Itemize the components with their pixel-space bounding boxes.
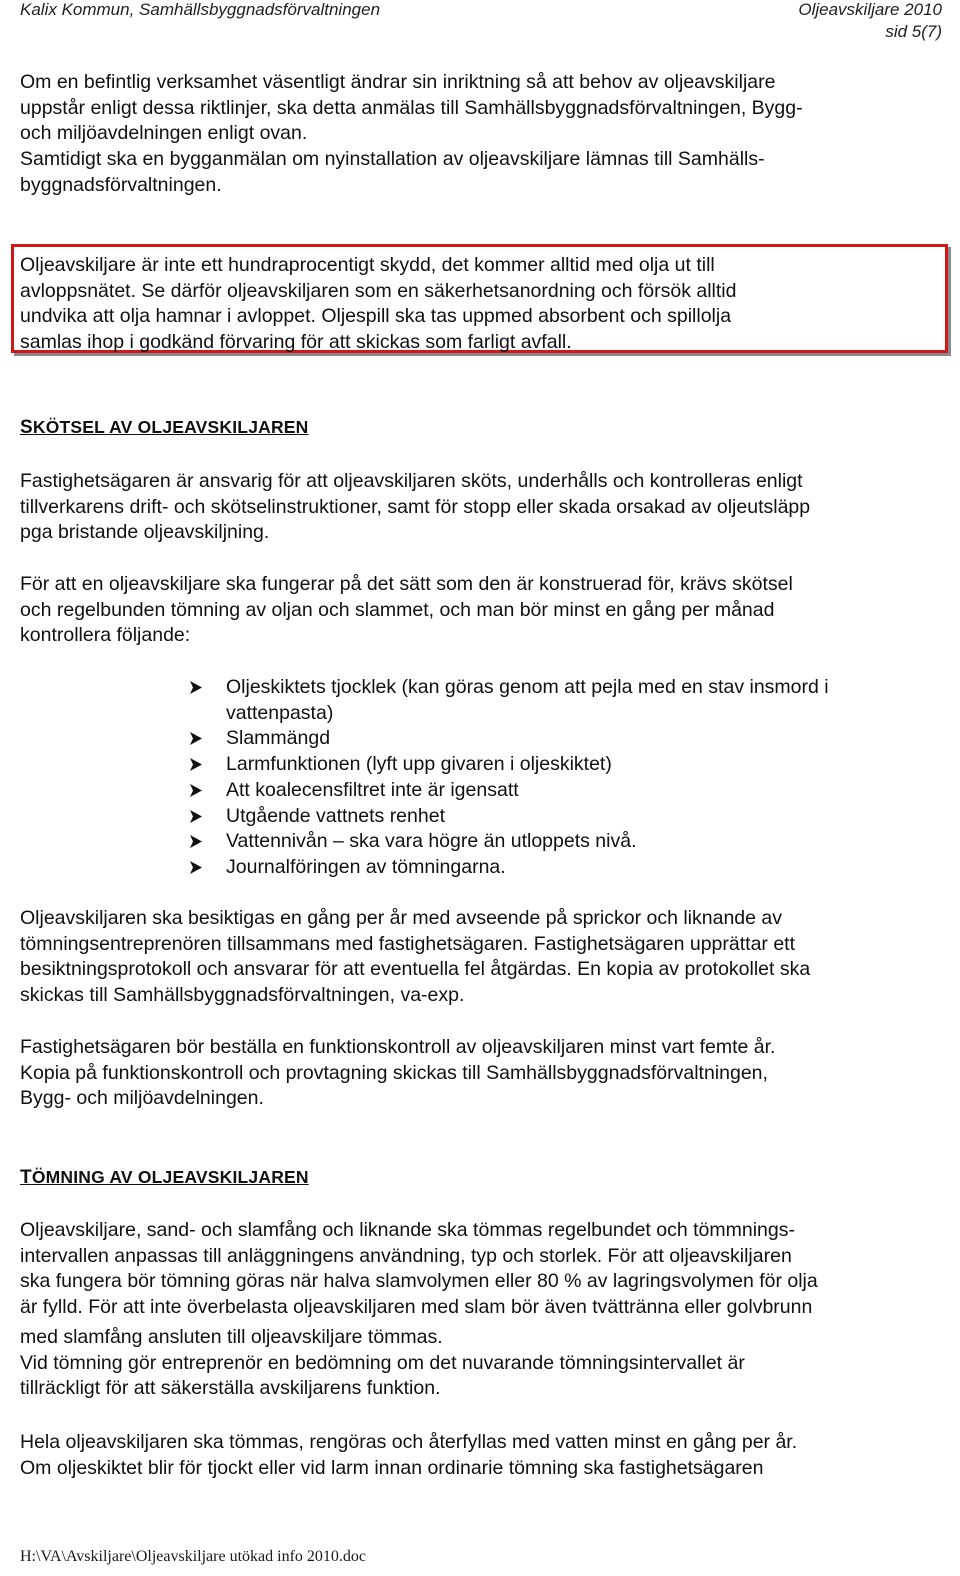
text-line: Om en befintlig verksamhet väsentligt ändrar sin inriktning så att behov av oljeavskiljare [20, 71, 776, 93]
text-line: besiktningsprotokoll och ansvarar för att eventuella fel åtgärdas. En kopia av protokollet ska [20, 958, 811, 981]
list-item-text: Att koalecensfiltret inte är igensatt [226, 778, 519, 801]
list-item [188, 804, 829, 830]
text-line: ska fungera bör tömning göras när halva slamvolymen eller 80 % av lagringsvolymen för olja [20, 1270, 818, 1293]
text-line: Fastighetsägaren är ansvarig för att oljeavskiljaren sköts, underhålls och kontrolleras enligt [20, 470, 803, 492]
text-line: Hela oljeavskiljaren ska tömmas, rengöras och återfyllas med vatten minst en gång per år. [20, 1431, 798, 1453]
list-item-text: Slammängd [226, 727, 331, 750]
list-item [188, 778, 829, 804]
section-heading-maintenance [20, 417, 309, 439]
list-item-text: Vattennivån – ska vara högre än utloppets nivå. [226, 830, 637, 853]
text-line: med slamfång ansluten till oljeavskiljare tömmas. [20, 1325, 443, 1348]
heading-rest: KÖTSEL AV OLJEAVSKILJAREN [32, 417, 309, 437]
maintenance-paragraph-1 [20, 469, 940, 546]
header-page-number: sid 5(7) [885, 22, 942, 41]
text-line: Oljeavskiljare är inte ett hundraprocentigt skydd, det kommer alltid med olja ut till [20, 254, 715, 276]
text-line: och miljöavdelningen enligt ovan. [20, 122, 308, 145]
header-document-title: Oljeavskiljare 2010 [798, 0, 942, 19]
list-item-text: Oljeskiktets tjocklek (kan göras genom att pejla med en stav insmord i [226, 676, 829, 698]
text-line: tömningsentreprenören tillsammans med fastighetsägaren. Fastighetsägaren upprättar ett [20, 932, 796, 955]
text-line: kontrollera följande: [20, 624, 191, 647]
text-line: pga bristande oljeavskiljning. [20, 521, 270, 544]
list-item-text: Larmfunktionen (lyft upp givaren i oljeskiktet) [226, 753, 612, 776]
text-line: tillräckligt för att säkerställa avskiljarens funktion. [20, 1377, 441, 1400]
list-item-text: Journalföringen av tömningarna. [226, 855, 506, 878]
text-line: uppstår enligt dessa riktlinjer, ska detta anmälas till Samhällsbyggnadsförvaltningen, Bygg- [20, 96, 803, 119]
intro-paragraph [20, 70, 940, 199]
section-heading-emptying [20, 1167, 309, 1189]
text-line: Bygg- och miljöavdelningen. [20, 1087, 264, 1110]
warning-notice-text [20, 253, 736, 356]
text-line: Fastighetsägaren bör beställa en funktionskontroll av oljeavskiljaren minst vart femte år. [20, 1036, 776, 1058]
text-line: Kopia på funktionskontroll och provtagning skickas till Samhällsbyggnadsförvaltningen, [20, 1061, 768, 1084]
list-item [188, 675, 829, 726]
header-organization: Kalix Kommun, Samhällsbyggnadsförvaltningen [20, 0, 381, 19]
list-item [188, 752, 829, 778]
text-line: byggnadsförvaltningen. [20, 173, 222, 196]
text-line: tillverkarens drift- och skötselinstruktioner, samt för stopp eller skada orsakad av oljeutsläpp [20, 495, 811, 518]
text-line: Samtidigt ska en bygganmälan om nyinstallation av oljeavskiljare lämnas till Samhälls- [20, 148, 765, 171]
arrowhead-bullet-icon [188, 829, 206, 854]
list-item-text: Utgående vattnets renhet [226, 804, 445, 827]
footer-file-path: H:\VA\Avskiljare\Oljeavskiljare utökad info 2010.doc [20, 1548, 367, 1565]
checklist [188, 675, 829, 881]
emptying-paragraph-1 [20, 1218, 940, 1402]
text-line: är fylld. För att inte överbelasta oljeavskiljaren med slam bör även tvättränna eller golvbrunn [20, 1296, 813, 1319]
text-line: samlas ihop i godkänd förvaring för att skickas som farligt avfall. [20, 331, 572, 354]
heading-initial: T [20, 1167, 32, 1188]
maintenance-paragraph-4 [20, 1035, 940, 1112]
text-line: För att en oljeavskiljare ska fungerar på det sätt som den är konstruerad för, krävs skötsel [20, 573, 793, 595]
text-line: skickas till Samhällsbyggnadsförvaltningen, va-exp. [20, 984, 465, 1007]
heading-initial: S [20, 417, 33, 438]
list-item [188, 726, 829, 752]
list-item [188, 855, 829, 881]
arrowhead-bullet-icon [188, 726, 206, 751]
text-line: Oljeavskiljaren ska besiktigas en gång per år med avseende på sprickor och liknande av [20, 907, 783, 929]
heading-rest: ÖMNING AV OLJEAVSKILJAREN [31, 1167, 309, 1187]
arrowhead-bullet-icon [188, 855, 206, 880]
text-line: avloppsnätet. Se därför oljeavskiljaren som en säkerhetsanordning och försök alltid [20, 279, 737, 302]
text-line: Om oljeskiktet blir för tjockt eller vid larm innan ordinarie tömning ska fastighetsägaren [20, 1456, 764, 1479]
arrowhead-bullet-icon [188, 778, 206, 803]
maintenance-paragraph-2 [20, 572, 940, 649]
list-item [188, 829, 829, 855]
text-line: intervallen anpassas till anläggningens användning, typ och storlek. För att oljeavskiljaren [20, 1244, 792, 1267]
text-line: undvika att olja hamnar i avloppet. Oljespill ska tas uppmed absorbent och spillolja [20, 305, 732, 328]
maintenance-paragraph-3 [20, 906, 940, 1009]
text-line: och regelbunden tömning av oljan och slammet, och man bör minst en gång per månad [20, 598, 775, 621]
text-line: Oljeavskiljare, sand- och slamfång och liknande ska tömmas regelbundet och tömmnings- [20, 1219, 795, 1241]
arrowhead-bullet-icon [188, 752, 206, 777]
arrowhead-bullet-icon [188, 804, 206, 829]
arrowhead-bullet-icon [188, 675, 206, 700]
text-line: Vid tömning gör entreprenör en bedömning om det nuvarande tömningsintervallet är [20, 1351, 745, 1374]
list-item-text: vattenpasta) [226, 701, 334, 724]
emptying-paragraph-2 [20, 1430, 940, 1481]
